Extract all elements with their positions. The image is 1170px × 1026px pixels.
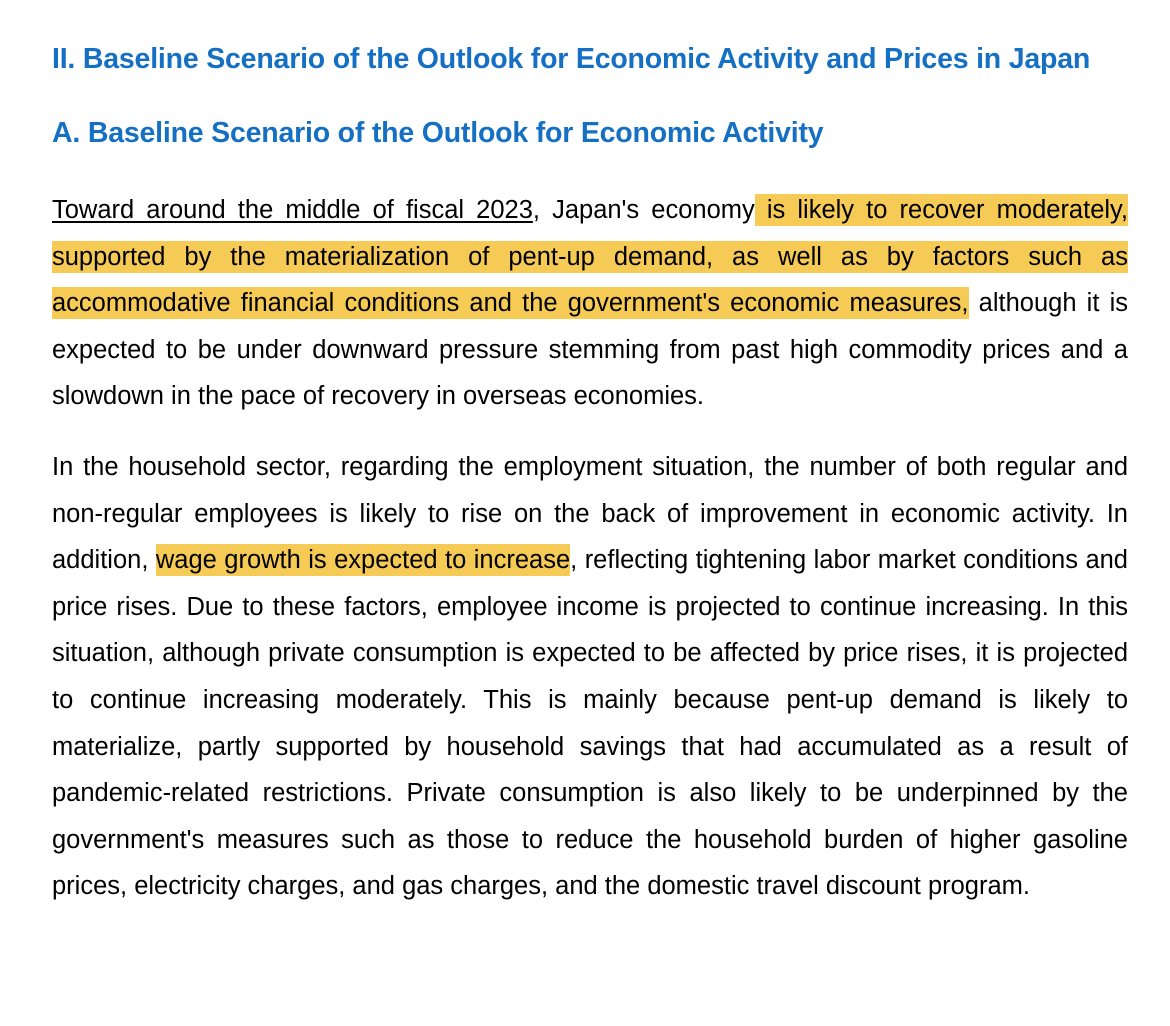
paragraph-text: , reflecting tightening labor market conditions and price rises. Due to these factors, employee income is projected to continue increasing. In this situation, although private consumption is expected to be affected by price rises, it is projected to continue increasing moderately. This is mainly because pent-up demand is likely to materialize, partly supported by household savings that had accumulated as a result of pandemic-related restrictions. Private consumption is also likely to be underpinned by the government's measures such as those to reduce the household burden of higher gasoline prices, electricity charges, and gas charges, and the domestic travel discount program. (52, 546, 1128, 901)
highlighted-phrase: is likely to recover moderately, supported by the materialization of pent-up demand, as well as by factors such as accommodative financial conditions and the government's economic measures, (52, 196, 1128, 318)
paragraph-text: In the household sector, regarding the employment situation, the number of both regular and non-regular employees is likely to rise on the back of improvement in economic activity. In addition, (52, 452, 1128, 575)
paragraph-text: , Japan's economy (532, 196, 755, 224)
paragraph-text: although it is expected to be under downward pressure stemming from past high commodity prices and a slowdown in the pace of recovery in overseas economies. (52, 289, 1128, 411)
paragraph-outlook (52, 187, 1128, 420)
underlined-phrase: Toward around the middle of fiscal 2023 (52, 196, 533, 224)
highlighted-phrase: wage growth is expected to increase (155, 546, 571, 575)
section-heading: II. Baseline Scenario of the Outlook for Economic Activity and Prices in Japan (52, 43, 1091, 75)
subsection-heading: A. Baseline Scenario of the Outlook for Economic Activity (52, 117, 824, 149)
paragraph-household (52, 444, 1128, 910)
